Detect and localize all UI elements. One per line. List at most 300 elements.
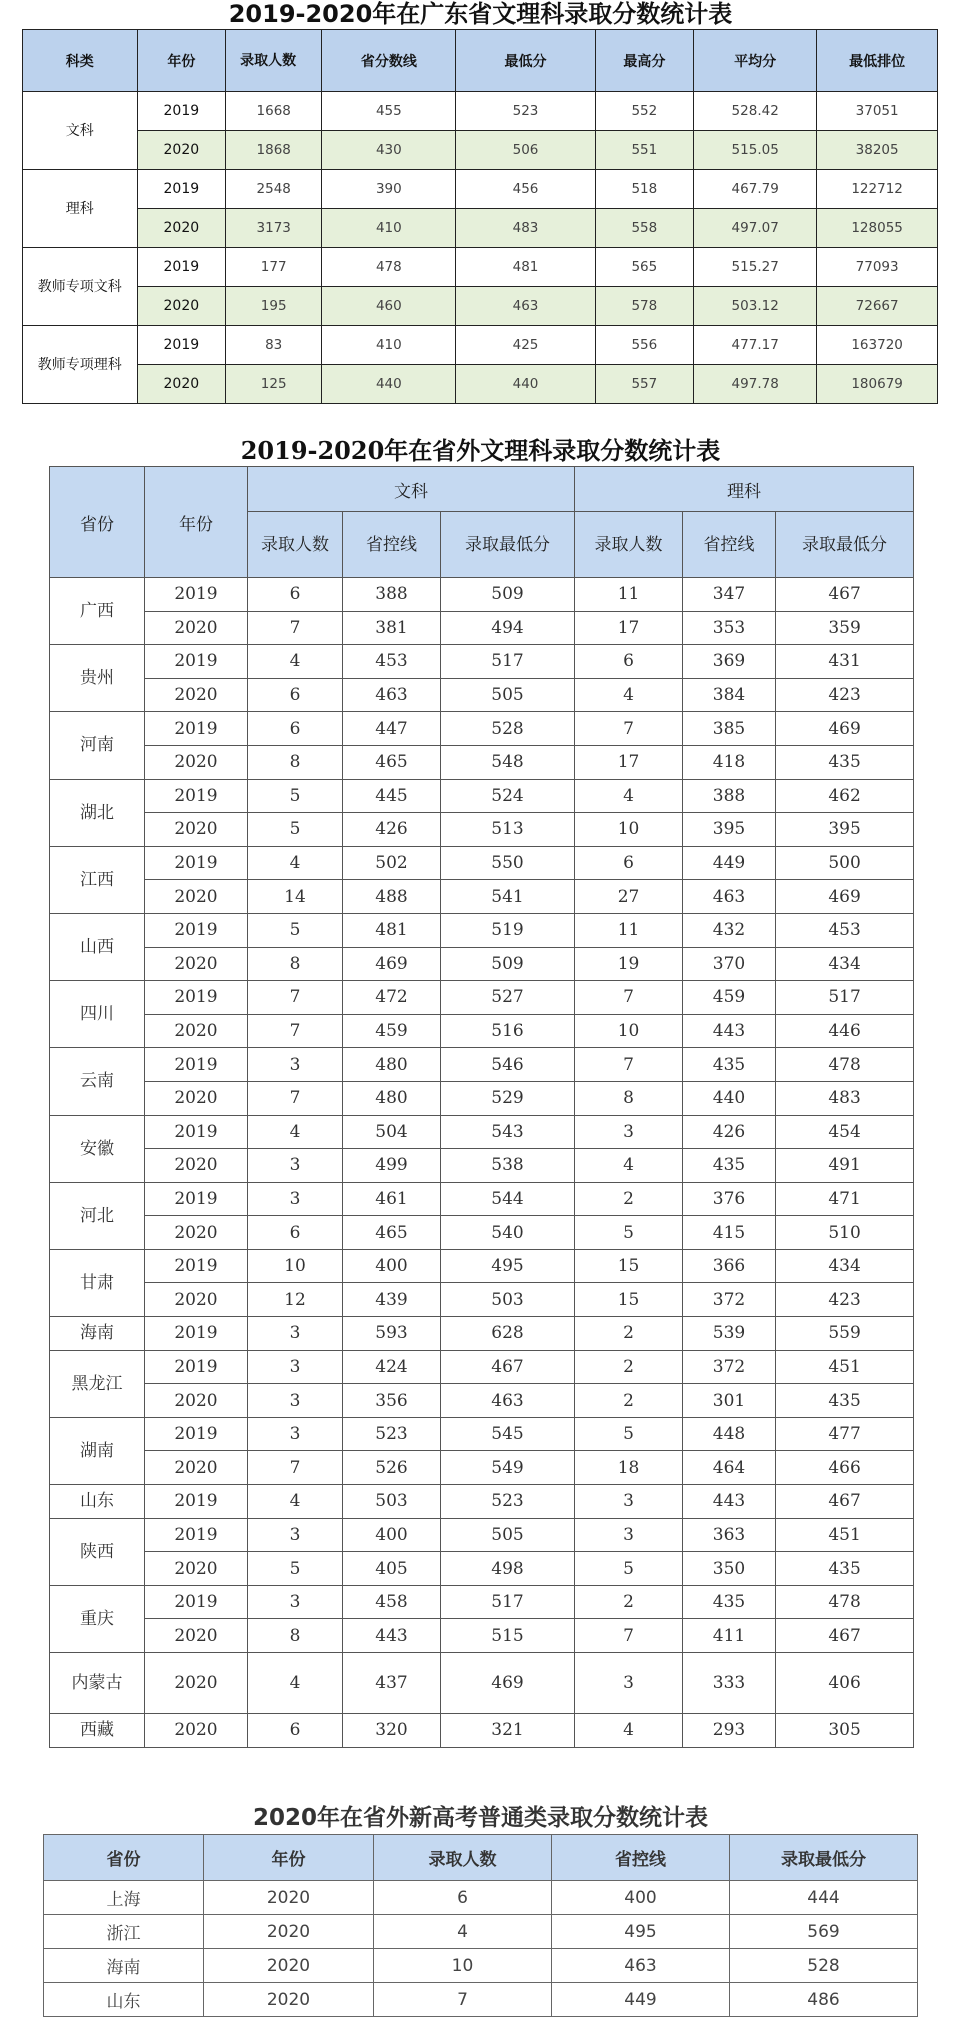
value-cell: 524: [441, 779, 575, 813]
value-cell: 5: [575, 1552, 683, 1586]
value-cell: 497.78: [694, 365, 817, 404]
value-cell: 505: [441, 678, 575, 712]
value-cell: 6: [575, 846, 683, 880]
value-cell: 578: [595, 287, 694, 326]
table-row: [50, 1585, 914, 1619]
table-row: [50, 645, 914, 679]
value-cell: 469: [776, 880, 914, 914]
value-cell: 497.07: [694, 209, 817, 248]
table-row: [50, 678, 914, 712]
value-cell: 5: [575, 1417, 683, 1451]
value-cell: 546: [441, 1048, 575, 1082]
header-min-score: 最低分: [456, 30, 595, 92]
province-cell: 山东: [44, 1983, 204, 2017]
table-row: [50, 880, 914, 914]
value-cell: 458: [343, 1585, 441, 1619]
year-cell: 2020: [145, 611, 248, 645]
value-cell: 3: [248, 1585, 343, 1619]
value-cell: 494: [441, 611, 575, 645]
value-cell: 548: [441, 745, 575, 779]
value-cell: 4: [248, 645, 343, 679]
year-cell: 2020: [137, 131, 226, 170]
table-row: [50, 745, 914, 779]
value-cell: 5: [248, 779, 343, 813]
header-arts-min: 录取最低分: [441, 512, 575, 578]
year-cell: 2019: [145, 1350, 248, 1384]
header-science-count: 录取人数: [575, 512, 683, 578]
header-science-min: 录取最低分: [776, 512, 914, 578]
value-cell: 455: [322, 92, 456, 131]
value-cell: 440: [683, 1081, 776, 1115]
table-row: [50, 779, 914, 813]
value-cell: 510: [776, 1216, 914, 1250]
value-cell: 558: [595, 209, 694, 248]
value-cell: 495: [552, 1915, 730, 1949]
value-cell: 10: [575, 1014, 683, 1048]
value-cell: 3: [575, 1653, 683, 1714]
table-row: [23, 92, 938, 131]
value-cell: 2: [575, 1182, 683, 1216]
value-cell: 459: [343, 1014, 441, 1048]
year-cell: 2020: [137, 287, 226, 326]
value-cell: 4: [248, 1653, 343, 1714]
value-cell: 1868: [226, 131, 322, 170]
province-cell: 山东: [50, 1485, 145, 1519]
value-cell: 423: [776, 1283, 914, 1317]
table-row: [50, 1417, 914, 1451]
value-cell: 7: [248, 981, 343, 1015]
value-cell: 481: [456, 248, 595, 287]
value-cell: 463: [683, 880, 776, 914]
value-cell: 2: [575, 1350, 683, 1384]
value-cell: 83: [226, 326, 322, 365]
value-cell: 467: [776, 578, 914, 612]
value-cell: 435: [776, 1384, 914, 1418]
value-cell: 6: [248, 712, 343, 746]
value-cell: 293: [683, 1714, 776, 1748]
year-cell: 2019: [145, 981, 248, 1015]
header-arts-control: 省控线: [343, 512, 441, 578]
value-cell: 439: [343, 1283, 441, 1317]
value-cell: 477.17: [694, 326, 817, 365]
province-cell: 广西: [50, 578, 145, 645]
value-cell: 2: [575, 1317, 683, 1351]
value-cell: 540: [441, 1216, 575, 1250]
value-cell: 180679: [817, 365, 938, 404]
table-row: [50, 846, 914, 880]
value-cell: 400: [552, 1881, 730, 1915]
value-cell: 3: [248, 1317, 343, 1351]
year-cell: 2020: [145, 1653, 248, 1714]
value-cell: 483: [456, 209, 595, 248]
value-cell: 415: [683, 1216, 776, 1250]
table-row: [50, 1619, 914, 1653]
value-cell: 556: [595, 326, 694, 365]
year-cell: 2020: [145, 1714, 248, 1748]
value-cell: 410: [322, 326, 456, 365]
header-avg-score: 平均分: [694, 30, 817, 92]
year-cell: 2020: [145, 678, 248, 712]
value-cell: 523: [441, 1485, 575, 1519]
value-cell: 516: [441, 1014, 575, 1048]
value-cell: 504: [343, 1115, 441, 1149]
table-row: [50, 1384, 914, 1418]
table-row: [50, 712, 914, 746]
value-cell: 443: [343, 1619, 441, 1653]
value-cell: 435: [683, 1048, 776, 1082]
value-cell: 465: [343, 1216, 441, 1250]
value-cell: 388: [683, 779, 776, 813]
guangdong-admission-table: [22, 29, 938, 404]
value-cell: 356: [343, 1384, 441, 1418]
value-cell: 435: [776, 1552, 914, 1586]
year-cell: 2020: [145, 947, 248, 981]
table-row: [50, 611, 914, 645]
province-cell: 海南: [44, 1949, 204, 1983]
value-cell: 519: [441, 913, 575, 947]
value-cell: 2: [575, 1585, 683, 1619]
value-cell: 8: [248, 745, 343, 779]
year-cell: 2020: [145, 1149, 248, 1183]
value-cell: 509: [441, 947, 575, 981]
value-cell: 4: [248, 1115, 343, 1149]
value-cell: 72667: [817, 287, 938, 326]
province-cell: 西藏: [50, 1714, 145, 1748]
value-cell: 177: [226, 248, 322, 287]
value-cell: 4: [575, 779, 683, 813]
value-cell: 481: [343, 913, 441, 947]
province-cell: 内蒙古: [50, 1653, 145, 1714]
province-cell: 上海: [44, 1881, 204, 1915]
value-cell: 527: [441, 981, 575, 1015]
value-cell: 2: [575, 1384, 683, 1418]
value-cell: 480: [343, 1048, 441, 1082]
new-gaokao-table-title: 2020年在省外新高考普通类录取分数统计表: [252, 1805, 708, 1831]
value-cell: 453: [776, 913, 914, 947]
header-year: 年份: [145, 467, 248, 578]
value-cell: 528: [441, 712, 575, 746]
header-province: 省份: [50, 467, 145, 578]
guangdong-table-title: 2019-2020年在广东省文理科录取分数统计表: [228, 0, 733, 28]
year-cell: 2019: [145, 779, 248, 813]
value-cell: 538: [441, 1149, 575, 1183]
value-cell: 509: [441, 578, 575, 612]
value-cell: 6: [248, 1216, 343, 1250]
header-min-score: 录取最低分: [730, 1835, 918, 1881]
value-cell: 3: [248, 1518, 343, 1552]
year-cell: 2019: [145, 1518, 248, 1552]
value-cell: 543: [441, 1115, 575, 1149]
value-cell: 7: [575, 1048, 683, 1082]
value-cell: 539: [683, 1317, 776, 1351]
table-row: [50, 1182, 914, 1216]
header-science: 理科: [575, 467, 914, 512]
value-cell: 122712: [817, 170, 938, 209]
year-cell: 2020: [145, 745, 248, 779]
value-cell: 38205: [817, 131, 938, 170]
year-cell: 2019: [145, 1048, 248, 1082]
value-cell: 593: [343, 1317, 441, 1351]
value-cell: 495: [441, 1249, 575, 1283]
value-cell: 400: [343, 1518, 441, 1552]
value-cell: 459: [683, 981, 776, 1015]
value-cell: 384: [683, 678, 776, 712]
value-cell: 366: [683, 1249, 776, 1283]
year-cell: 2020: [137, 209, 226, 248]
value-cell: 6: [248, 578, 343, 612]
value-cell: 2020: [204, 1983, 374, 2017]
value-cell: 440: [322, 365, 456, 404]
out-of-province-admission-table: [49, 466, 914, 1748]
category-cell: 理科: [23, 170, 138, 248]
value-cell: 541: [441, 880, 575, 914]
value-cell: 4: [575, 1149, 683, 1183]
value-cell: 448: [683, 1417, 776, 1451]
value-cell: 467: [776, 1619, 914, 1653]
value-cell: 447: [343, 712, 441, 746]
value-cell: 526: [343, 1451, 441, 1485]
value-cell: 471: [776, 1182, 914, 1216]
table-row: [50, 1714, 914, 1748]
value-cell: 451: [776, 1518, 914, 1552]
value-cell: 400: [343, 1249, 441, 1283]
year-cell: 2019: [145, 1115, 248, 1149]
value-cell: 395: [683, 813, 776, 847]
value-cell: 472: [343, 981, 441, 1015]
value-cell: 353: [683, 611, 776, 645]
value-cell: 37051: [817, 92, 938, 131]
value-cell: 4: [248, 1485, 343, 1519]
value-cell: 528: [730, 1949, 918, 1983]
value-cell: 435: [683, 1149, 776, 1183]
value-cell: 2548: [226, 170, 322, 209]
value-cell: 4: [248, 846, 343, 880]
value-cell: 478: [322, 248, 456, 287]
value-cell: 545: [441, 1417, 575, 1451]
value-cell: 467: [776, 1485, 914, 1519]
value-cell: 435: [683, 1585, 776, 1619]
value-cell: 405: [343, 1552, 441, 1586]
province-cell: 江西: [50, 846, 145, 913]
value-cell: 523: [343, 1417, 441, 1451]
value-cell: 491: [776, 1149, 914, 1183]
value-cell: 503: [441, 1283, 575, 1317]
value-cell: 443: [683, 1014, 776, 1048]
value-cell: 432: [683, 913, 776, 947]
value-cell: 18: [575, 1451, 683, 1485]
value-cell: 6: [248, 678, 343, 712]
table-row: [50, 1115, 914, 1149]
value-cell: 559: [776, 1317, 914, 1351]
value-cell: 517: [776, 981, 914, 1015]
value-cell: 5: [248, 913, 343, 947]
value-cell: 27: [575, 880, 683, 914]
value-cell: 15: [575, 1283, 683, 1317]
year-cell: 2019: [145, 1317, 248, 1351]
value-cell: 463: [456, 287, 595, 326]
value-cell: 506: [456, 131, 595, 170]
table-row: [50, 1317, 914, 1351]
year-cell: 2019: [145, 846, 248, 880]
province-cell: 四川: [50, 981, 145, 1048]
value-cell: 488: [343, 880, 441, 914]
table-row: [50, 1653, 914, 1714]
value-cell: 363: [683, 1518, 776, 1552]
table-row: [50, 1283, 914, 1317]
value-cell: 444: [730, 1881, 918, 1915]
value-cell: 411: [683, 1619, 776, 1653]
value-cell: 372: [683, 1283, 776, 1317]
value-cell: 301: [683, 1384, 776, 1418]
value-cell: 557: [595, 365, 694, 404]
out-of-province-table-title: 2019-2020年在省外文理科录取分数统计表: [240, 436, 721, 465]
value-cell: 3: [575, 1485, 683, 1519]
value-cell: 426: [343, 813, 441, 847]
value-cell: 3: [248, 1417, 343, 1451]
province-cell: 湖北: [50, 779, 145, 846]
value-cell: 10: [248, 1249, 343, 1283]
value-cell: 469: [441, 1653, 575, 1714]
value-cell: 469: [776, 712, 914, 746]
value-cell: 5: [575, 1216, 683, 1250]
value-cell: 12: [248, 1283, 343, 1317]
value-cell: 2020: [204, 1915, 374, 1949]
table-row: [44, 1983, 918, 2017]
value-cell: 321: [441, 1714, 575, 1748]
table-row: [50, 1081, 914, 1115]
value-cell: 528.42: [694, 92, 817, 131]
value-cell: 320: [343, 1714, 441, 1748]
table-row: [50, 913, 914, 947]
value-cell: 10: [374, 1949, 552, 1983]
header-year: 年份: [137, 30, 226, 92]
value-cell: 515: [441, 1619, 575, 1653]
table-row: [23, 248, 938, 287]
province-cell: 贵州: [50, 645, 145, 712]
value-cell: 523: [456, 92, 595, 131]
value-cell: 499: [343, 1149, 441, 1183]
value-cell: 333: [683, 1653, 776, 1714]
table-row: [50, 1485, 914, 1519]
value-cell: 486: [730, 1983, 918, 2017]
value-cell: 517: [441, 645, 575, 679]
value-cell: 515.05: [694, 131, 817, 170]
table-row: [50, 1249, 914, 1283]
year-cell: 2020: [145, 1451, 248, 1485]
value-cell: 434: [776, 947, 914, 981]
province-cell: 河南: [50, 712, 145, 779]
value-cell: 449: [683, 846, 776, 880]
header-province: 省份: [44, 1835, 204, 1881]
year-cell: 2020: [137, 365, 226, 404]
value-cell: 431: [776, 645, 914, 679]
province-cell: 湖南: [50, 1417, 145, 1484]
value-cell: 435: [776, 745, 914, 779]
value-cell: 376: [683, 1182, 776, 1216]
value-cell: 359: [776, 611, 914, 645]
value-cell: 2020: [204, 1881, 374, 1915]
value-cell: 478: [776, 1048, 914, 1082]
value-cell: 454: [776, 1115, 914, 1149]
value-cell: 163720: [817, 326, 938, 365]
year-cell: 2019: [145, 913, 248, 947]
value-cell: 7: [374, 1983, 552, 2017]
value-cell: 369: [683, 645, 776, 679]
value-cell: 503: [343, 1485, 441, 1519]
value-cell: 503.12: [694, 287, 817, 326]
value-cell: 500: [776, 846, 914, 880]
year-cell: 2019: [145, 645, 248, 679]
table-row: [23, 326, 938, 365]
value-cell: 443: [683, 1485, 776, 1519]
table-row: [50, 1451, 914, 1485]
value-cell: 445: [343, 779, 441, 813]
year-cell: 2019: [145, 578, 248, 612]
value-cell: 388: [343, 578, 441, 612]
table-row: [50, 1048, 914, 1082]
value-cell: 350: [683, 1552, 776, 1586]
year-cell: 2019: [137, 248, 226, 287]
value-cell: 305: [776, 1714, 914, 1748]
value-cell: 3173: [226, 209, 322, 248]
value-cell: 480: [343, 1081, 441, 1115]
value-cell: 195: [226, 287, 322, 326]
value-cell: 381: [343, 611, 441, 645]
value-cell: 565: [595, 248, 694, 287]
table-row: [23, 131, 938, 170]
value-cell: 6: [575, 645, 683, 679]
header-category: 科类: [23, 30, 138, 92]
value-cell: 3: [248, 1149, 343, 1183]
province-cell: 河北: [50, 1182, 145, 1249]
value-cell: 469: [343, 947, 441, 981]
header-provincial-line: 省分数线: [322, 30, 456, 92]
year-cell: 2019: [145, 1249, 248, 1283]
value-cell: 3: [248, 1384, 343, 1418]
value-cell: 7: [248, 1081, 343, 1115]
value-cell: 551: [595, 131, 694, 170]
year-cell: 2019: [145, 1585, 248, 1619]
value-cell: 14: [248, 880, 343, 914]
value-cell: 517: [441, 1585, 575, 1619]
year-cell: 2020: [145, 1619, 248, 1653]
value-cell: 8: [575, 1081, 683, 1115]
value-cell: 462: [776, 779, 914, 813]
value-cell: 505: [441, 1518, 575, 1552]
value-cell: 529: [441, 1081, 575, 1115]
year-cell: 2020: [145, 1384, 248, 1418]
value-cell: 628: [441, 1317, 575, 1351]
year-cell: 2020: [145, 1014, 248, 1048]
header-arts-count: 录取人数: [248, 512, 343, 578]
table-row: [50, 1552, 914, 1586]
value-cell: 7: [248, 1014, 343, 1048]
table-row: [23, 209, 938, 248]
year-cell: 2019: [137, 92, 226, 131]
value-cell: 464: [683, 1451, 776, 1485]
value-cell: 463: [441, 1384, 575, 1418]
province-cell: 山西: [50, 913, 145, 980]
value-cell: 451: [776, 1350, 914, 1384]
header-min-rank: 最低排位: [817, 30, 938, 92]
value-cell: 552: [595, 92, 694, 131]
value-cell: 544: [441, 1182, 575, 1216]
value-cell: 128055: [817, 209, 938, 248]
table-row: [50, 813, 914, 847]
value-cell: 8: [248, 947, 343, 981]
table-row: [23, 365, 938, 404]
table-row: [23, 170, 938, 209]
